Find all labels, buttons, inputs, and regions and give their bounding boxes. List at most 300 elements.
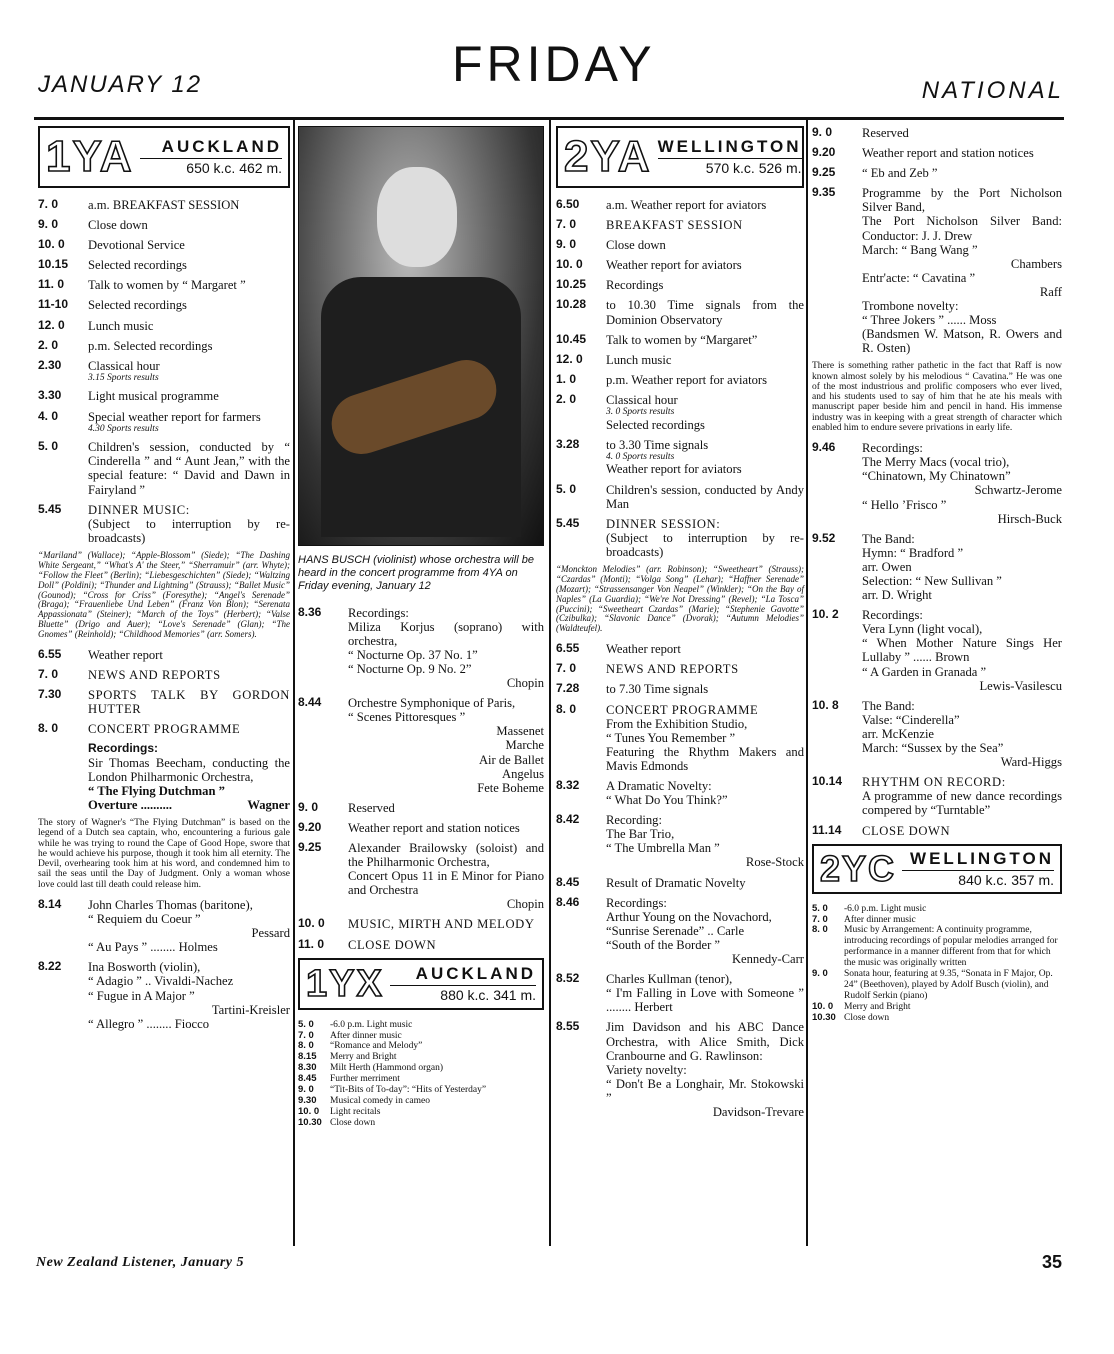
entry-line: “ Don't Be a Longhair, Mr. Stokowski ” — [606, 1076, 804, 1105]
entry-title: RHYTHM ON RECORD: — [862, 775, 1006, 790]
entry-line: “ Tunes You Remember ” — [606, 730, 736, 745]
entry-title: “Tit-Bits of To-day”: “Hits of Yesterday” — [330, 1085, 487, 1096]
entry-title: CLOSE DOWN — [348, 937, 437, 952]
entry-line: Massenet — [496, 724, 544, 739]
station-city: AUCKLAND — [415, 963, 536, 983]
entry-line: Air de Ballet — [478, 752, 544, 767]
entry-title: Close down — [88, 218, 148, 233]
entry-time: 5.45 — [38, 501, 62, 516]
schedule-entry — [812, 1002, 1062, 1013]
entry-line: Entr'acte: “ Cavatina ” — [862, 270, 976, 285]
date-heading: JANUARY 12 — [38, 71, 203, 98]
schedule-entry — [38, 198, 290, 212]
entry-line: Rose-Stock — [745, 855, 804, 870]
schedule-entry — [556, 298, 804, 326]
entry-time: 7.28 — [556, 681, 580, 696]
entry-title: Lunch music — [88, 318, 154, 333]
entry-line: Variety novelty: — [606, 1062, 687, 1077]
entry-note: 4. 0 Sports results — [606, 451, 675, 462]
entry-time: 11. 0 — [298, 936, 325, 951]
station-logo-2ya — [556, 126, 804, 188]
entry-time: 8.52 — [556, 971, 580, 986]
schedule-entry — [38, 359, 290, 384]
entry-time: 8.46 — [556, 894, 580, 909]
entry-time: 9. 0 — [298, 1084, 314, 1096]
station-frequency: 570 k.c. 526 m. — [658, 158, 802, 177]
entry-time: 9.20 — [298, 819, 322, 834]
entry-time: 5.45 — [556, 515, 580, 530]
concert-composer: Wagner — [247, 798, 290, 813]
entry-time: 7. 0 — [38, 197, 59, 211]
entry-time: 10.28 — [556, 297, 587, 312]
schedule-entry — [38, 688, 290, 716]
entry-line: March: “ Bang Wang ” — [862, 242, 978, 257]
entry-title: The Band: — [862, 698, 915, 713]
entry-time: 10.30 — [812, 1011, 836, 1023]
section-heading: NATIONAL — [921, 77, 1064, 104]
schedule-entry — [298, 841, 544, 911]
entry-title: to 10.30 Time signals from the Dominion Observatory — [606, 298, 804, 327]
flying-dutchman-note: The story of Wagner's “The Flying Dutchman” is based on the legend of a Dutch sea captain, who, encountering a furious gale while he was trying to round the Cape of Good Hope, swore that he would achieve his purpose, though it took him all eternity. The Devil, overhearing took him at his word, and condemned him to sail the seas until the Day of Judgment. Only a woman whose love could last till death could release him. — [38, 818, 290, 890]
schedule-entry — [556, 278, 804, 292]
entry-line: arr. D. Wright — [862, 588, 932, 603]
entry-title: Reserved — [348, 800, 395, 815]
entry-title: Close down — [844, 1012, 890, 1023]
entry-line: “ Allegro ” ........ Fiocco — [88, 1016, 210, 1031]
entry-line: Kennedy-Carr — [731, 952, 804, 967]
portrait-photo — [298, 126, 544, 546]
entry-time: 10. 0 — [812, 1000, 834, 1012]
entry-time: 8.22 — [38, 959, 62, 974]
entry-title: NEWS AND REPORTS — [88, 668, 221, 683]
entry-subtitle: (Subject to interruption by re-broadcasts) — [88, 516, 290, 545]
entry-line: Chopin — [506, 676, 544, 691]
schedule-entry — [298, 1063, 544, 1074]
schedule-entry — [298, 1052, 544, 1063]
concert-text: Sir Thomas Beecham, conducting the London Philharmonic Orchestra, — [88, 755, 290, 784]
page-number: 35 — [1041, 1252, 1062, 1272]
callsign: 2YC — [820, 847, 897, 889]
callsign: 1YA — [46, 132, 134, 181]
entry-time: 2. 0 — [38, 337, 59, 352]
entry-time: 8. 0 — [298, 1040, 314, 1052]
schedule-entry — [38, 668, 290, 682]
entry-time: 8. 0 — [38, 721, 59, 736]
schedule-entry — [812, 126, 1062, 140]
schedule-entry — [812, 146, 1062, 160]
station-logo-2yc — [812, 844, 1062, 894]
entry-line: “ Adagio ” .. Vivaldi-Nachez — [88, 974, 234, 989]
entry-time: 9.25 — [812, 165, 836, 180]
entry-title: Light musical programme — [88, 389, 219, 404]
entry-time: 2.30 — [38, 357, 62, 372]
schedule-entry — [38, 648, 290, 662]
entry-time: 1. 0 — [556, 371, 577, 386]
entry-title: Close down — [330, 1117, 376, 1128]
entry-time: 9. 0 — [298, 799, 319, 814]
schedule-entry — [298, 606, 544, 691]
entry-title: Charles Kullman (tenor), — [606, 972, 733, 987]
entry-time: 5. 0 — [38, 439, 59, 454]
schedule-entry — [556, 972, 804, 1014]
entry-title: p.m. Weather report for aviators — [606, 372, 768, 387]
concert-details — [38, 742, 290, 812]
entry-title: Recording: — [606, 813, 662, 828]
entry-title: a.m. Weather report for aviators — [606, 198, 767, 212]
entry-title: Result of Dramatic Novelty — [606, 875, 746, 890]
schedule-entry — [556, 238, 804, 252]
schedule-entry — [812, 441, 1062, 526]
entry-time: 11.14 — [812, 822, 842, 837]
entry-time: 7. 0 — [38, 667, 59, 682]
entry-note: 3.15 Sports results — [88, 372, 159, 383]
entry-line: “Sunrise Serenade” .. Carle — [606, 923, 745, 938]
entry-title: CONCERT PROGRAMME — [606, 702, 759, 717]
schedule-entry — [812, 904, 1062, 915]
schedule-entry — [298, 1085, 544, 1096]
callsign: 1YX — [306, 962, 384, 1005]
concert-head: Recordings: — [88, 741, 159, 756]
entry-title: Orchestre Symphonique of Paris, — [348, 696, 516, 711]
entry-title: Talk to women by “ Margaret ” — [88, 278, 246, 293]
entry-line: (Bandsmen W. Matson, R. Owers and R. Osten) — [862, 327, 1062, 356]
entry-time: 8.36 — [298, 604, 322, 619]
entry-time: 5. 0 — [298, 1018, 314, 1030]
schedule-entry — [298, 821, 544, 835]
schedule-entry — [38, 218, 290, 232]
entry-line: Raff — [1039, 284, 1062, 299]
entry-line: “ A Garden in Granada ” — [862, 664, 987, 679]
entry-time: 5. 0 — [556, 481, 577, 496]
entry-title: Children's session, conducted by Andy Man — [606, 482, 804, 511]
entry-title: Selected recordings — [88, 298, 187, 313]
entry-line: Marche — [505, 738, 544, 753]
entry-time: 8.30 — [298, 1062, 317, 1074]
entry-line: “ Hello ’Frisco ” — [862, 497, 947, 512]
schedule-entry — [812, 186, 1062, 355]
schedule-entry — [298, 801, 544, 815]
schedule-entry — [38, 898, 290, 954]
entry-title: Weather report — [88, 647, 163, 662]
entry-line: Chambers — [1010, 256, 1062, 271]
schedule-entry — [298, 1118, 544, 1129]
entry-title: Music by Arrangement: A continuity programme, introducing recordings of popular melodies arranged for performance in a manner different from that for which the music was originally written — [844, 925, 1058, 969]
entry-title: “Romance and Melody” — [330, 1041, 423, 1052]
entry-time: 12. 0 — [556, 351, 583, 366]
entry-time: 8.42 — [556, 812, 580, 827]
entry-line: arr. Owen — [862, 559, 912, 574]
entry-time: 10. 2 — [812, 607, 839, 622]
schedule-entry — [812, 915, 1062, 926]
entry-line: “ Nocturne Op. 37 No. 1” — [348, 647, 478, 662]
entry-title: A Dramatic Novelty: — [606, 779, 712, 794]
entry-time: 8.15 — [298, 1051, 317, 1063]
entry-title: Merry and Bright — [330, 1052, 397, 1063]
schedule-entry — [38, 410, 290, 435]
schedule-entry — [38, 722, 290, 736]
entry-line: Hirsch-Buck — [997, 511, 1062, 526]
schedule-entry — [812, 925, 1062, 969]
station-frequency: 840 k.c. 357 m. — [902, 870, 1054, 889]
entry-time: 9.52 — [812, 530, 836, 545]
schedule-entry — [298, 917, 544, 931]
entry-time: 10. 0 — [298, 916, 325, 931]
entry-title: Classical hour — [88, 358, 160, 373]
entry-line: The Merry Macs (vocal trio), — [862, 455, 1010, 470]
column-2ya-continued — [812, 126, 1062, 1024]
entry-time: 9.20 — [812, 145, 836, 160]
entry-time: 3.30 — [38, 388, 62, 403]
entry-time: 3.28 — [556, 436, 580, 451]
schedule-entry — [38, 339, 290, 353]
schedule-entry — [556, 813, 804, 869]
entry-title: p.m. Selected recordings — [88, 338, 213, 353]
entry-title: After dinner music — [330, 1030, 402, 1041]
entry-time: 2. 0 — [556, 391, 577, 406]
entry-time: 9. 0 — [38, 217, 59, 232]
entry-line: “ Requiem du Coeur ” — [88, 912, 201, 927]
entry-time: 9.46 — [812, 440, 836, 455]
schedule-entry — [38, 960, 290, 1030]
station-city: WELLINGTON — [910, 848, 1054, 868]
column-rule — [549, 120, 551, 1246]
entry-title: -6.0 p.m. Light music — [330, 1019, 413, 1030]
entry-time: 7.30 — [38, 687, 62, 702]
entry-title: Reserved — [862, 126, 909, 140]
schedule-entry — [556, 517, 804, 559]
day-heading: FRIDAY — [452, 36, 656, 92]
entry-title: Recordings — [606, 278, 664, 293]
schedule-entry — [298, 1031, 544, 1042]
entry-title: Recordings: — [348, 605, 409, 620]
entry-title: DINNER SESSION: — [606, 516, 721, 531]
entry-subtitle: Selected recordings — [606, 417, 705, 432]
entry-title: Further merriment — [330, 1074, 400, 1085]
entry-line: Pessard — [251, 926, 290, 941]
entry-line: Trombone novelty: — [862, 299, 959, 314]
entry-time: 9. 0 — [556, 237, 577, 252]
entry-title: Recordings: — [862, 441, 923, 456]
entry-title: Weather report — [606, 642, 681, 657]
entry-title: Close down — [606, 238, 666, 253]
schedule-entry — [556, 353, 804, 367]
schedule-entry — [556, 483, 804, 511]
column-rule — [806, 120, 808, 1246]
entry-title: Light recitals — [330, 1107, 381, 1117]
entry-time: 8.45 — [298, 1073, 317, 1085]
entry-time: 6.55 — [556, 641, 580, 656]
schedule-entry — [298, 1041, 544, 1052]
entry-title: Programme by the Port Nicholson Silver Band, — [862, 186, 1062, 215]
schedule-entry — [38, 389, 290, 403]
entry-title: to 3.30 Time signals — [606, 437, 709, 452]
entry-title: Musical comedy in cameo — [330, 1096, 430, 1107]
entry-title: Recordings: — [606, 895, 667, 910]
entry-line: “South of the Border ” — [606, 937, 721, 952]
entry-title: a.m. BREAKFAST SESSION — [88, 198, 240, 212]
entry-line: From the Exhibition Studio, — [606, 716, 748, 731]
entry-title: Children's session, conducted by “ Cinderella ” and “ Aunt Jean,” with the special feature: “ David and Dawn in Fairyland ” — [88, 440, 290, 497]
column-middle — [298, 126, 544, 1129]
entry-line: Schwartz-Jerome — [974, 483, 1062, 498]
entry-line: arr. McKenzie — [862, 726, 935, 741]
entry-line: Featuring the Rhythm Makers and Mavis Edmonds — [606, 744, 804, 773]
entry-note: 3. 0 Sports results — [606, 407, 675, 418]
entry-title: CONCERT PROGRAMME — [88, 722, 241, 737]
schedule-entry — [812, 532, 1062, 602]
entry-time: 7. 0 — [812, 913, 828, 925]
column-1yA — [38, 126, 290, 1037]
schedule-entry — [556, 642, 804, 656]
entry-title: SPORTS TALK BY GORDON HUTTER — [88, 688, 290, 717]
entry-line: “ Scenes Pittoresques ” — [348, 710, 466, 725]
schedule-entry — [812, 824, 1062, 838]
entry-time: 8.55 — [556, 1019, 580, 1034]
entry-time: 4. 0 — [38, 408, 59, 423]
entry-line: “ When Mother Nature Sings Her Lullaby ” ...... Brown — [862, 636, 1062, 665]
entry-time: 10. 0 — [556, 257, 583, 272]
schedule-entry — [556, 393, 804, 432]
entry-line: Chopin — [506, 897, 544, 912]
entry-time: 7. 0 — [556, 661, 577, 676]
entry-line: March: “Sussex by the Sea” — [862, 741, 1004, 756]
entry-line: Valse: “Cinderella” — [862, 712, 960, 727]
schedule-entry — [556, 373, 804, 387]
entry-line: Miliza Korjus (soprano) with orchestra, — [348, 619, 544, 648]
entry-time: 10.15 — [38, 257, 69, 272]
schedule-entry — [298, 696, 544, 795]
entry-title: to 7.30 Time signals — [606, 682, 709, 697]
schedule-entry — [38, 440, 290, 496]
entry-line: Lewis-Vasilescu — [979, 678, 1062, 693]
entry-time: 10. 0 — [298, 1106, 320, 1117]
schedule-entry — [38, 258, 290, 272]
schedule-entry — [812, 1013, 1062, 1024]
entry-title: Alexander Brailowsky (soloist) and the Philharmonic Orchestra, — [348, 840, 544, 870]
entry-time: 9.35 — [812, 185, 836, 200]
schedule-entry — [38, 278, 290, 292]
entry-time: 12. 0 — [38, 317, 65, 332]
entry-line: “ The Umbrella Man ” — [606, 841, 720, 856]
schedule-entry — [812, 699, 1062, 769]
callsign: 2YA — [564, 132, 652, 181]
entry-title: Weather report for aviators — [606, 258, 742, 273]
entry-line: “ Nocturne Op. 9 No. 2” — [348, 661, 472, 676]
entry-time: 8. 0 — [556, 701, 577, 716]
entry-title: Talk to women by “Margaret” — [606, 332, 758, 347]
entry-time: 10.45 — [556, 331, 587, 346]
entry-title: “ Eb and Zeb ” — [862, 166, 938, 181]
entry-title: Selected recordings — [88, 258, 187, 273]
entry-title: Jim Davidson and his ABC Dance Orchestra, with Alice Smith, Dick Cranbourne and G. Rawlinson: — [606, 1020, 804, 1063]
entry-line: Concert Opus 11 in E Minor for Piano and Orchestra — [348, 869, 544, 898]
schedule-entry — [556, 1020, 804, 1119]
station-logo-1ya — [38, 126, 290, 188]
entry-time: 10.14 — [812, 774, 843, 789]
entry-title: Special weather report for farmers — [88, 409, 261, 424]
entry-title: Weather report and station notices — [348, 820, 520, 835]
entry-title: The Band: — [862, 531, 915, 546]
schedule-entry — [556, 896, 804, 966]
entry-time: 8.14 — [38, 896, 62, 911]
schedule-entry — [298, 1107, 544, 1118]
entry-line: “Chinatown, My Chinatown” — [862, 469, 1011, 484]
entry-time: 11. 0 — [38, 277, 65, 292]
dinner-session-list: “Monckton Melodies” (arr. Robinson); “Sweetheart” (Strauss); “Czardas” (Monti); “Volga Song” (Lehar); “Haffner Serenade” (Mozart); “Strassensanger Von Neapel” (Winkler); “On the Bay of Naples” (La Guardia); “We're Not Dressing” (Revel); “La Tosca” (Puccini); “Sweetheart Czardas” (Marie); “Stephenie Gavotte” (Czibulka); “Slavonic Dance” (Dvorak); “Autumn Melodies” (Waldteufel). — [556, 564, 804, 634]
schedule-entry — [556, 779, 804, 807]
schedule-entry — [298, 1020, 544, 1031]
schedule-entry — [556, 258, 804, 272]
schedule-entry — [298, 1096, 544, 1107]
schedule-entry — [298, 1074, 544, 1085]
entry-subtitle: Weather report for aviators — [606, 462, 742, 477]
entry-time: 5. 0 — [812, 902, 828, 914]
entry-line: Selection: “ New Sullivan ” — [862, 574, 1002, 588]
photo-caption: HANS BUSCH (violinist) whose orchestra will be heard in the concert programme from 4YA on Friday evening, January 12 — [298, 554, 534, 593]
entry-title: Recordings: — [862, 608, 923, 623]
schedule-entry — [556, 662, 804, 676]
schedule-entry — [38, 298, 290, 312]
raff-note: There is something rather pathetic in the fact that Raff is now known almost solely by his melodious “ Cavatina.” He was one of the most industrious and prolific composers who ever lived, and his students used to say of him that he ate his meals with manuscript paper beside him and pencil in hand. His immense industry was in keeping with a great strength of character which enabled him to endure severe privations in early life. — [812, 361, 1062, 433]
entry-line: Angelus — [502, 766, 544, 781]
schedule-entry — [812, 969, 1062, 1002]
entry-time: 9.30 — [298, 1095, 317, 1107]
entry-time: 11-10 — [38, 297, 69, 312]
schedule-entry — [556, 438, 804, 477]
entry-title: MUSIC, MIRTH AND MELODY — [348, 917, 535, 932]
entry-line: “ Fugue in A Major ” — [88, 988, 195, 1003]
schedule-entry — [556, 876, 804, 890]
schedule-entry — [556, 198, 804, 212]
entry-line: Davidson-Trevare — [712, 1104, 804, 1119]
footer-publication: New Zealand Listener, January 5 — [36, 1255, 245, 1270]
entry-time: 7. 0 — [556, 217, 577, 232]
entry-line: Fete Boheme — [477, 780, 544, 795]
entry-title: Merry and Bright — [844, 1001, 911, 1012]
schedule-entry — [556, 682, 804, 696]
entry-title: Devotional Service — [88, 238, 185, 253]
schedule-entry — [812, 166, 1062, 180]
concert-work: “ The Flying Dutchman ” — [88, 784, 225, 799]
entry-line: “ Three Jokers ” ...... Moss — [862, 313, 997, 328]
entry-title: -6.0 p.m. Light music — [844, 903, 927, 914]
entry-time: 8.45 — [556, 874, 580, 889]
entry-note: 4.30 Sports results — [88, 423, 159, 434]
entry-title: Classical hour — [606, 392, 678, 407]
column-rule — [293, 120, 295, 1246]
entry-subtitle: (Subject to interruption by re-broadcasts) — [606, 530, 804, 559]
entry-title: Lunch music — [606, 352, 672, 367]
schedule-entry — [38, 503, 290, 545]
entry-line: “ What Do You Think?” — [606, 793, 728, 808]
schedule-entry — [556, 333, 804, 347]
entry-time: 10.25 — [556, 277, 587, 292]
entry-title: After dinner music — [844, 914, 916, 925]
entry-time: 6.50 — [556, 197, 580, 211]
entry-time: 8.44 — [298, 695, 322, 710]
entry-line: Hymn: “ Bradford ” — [862, 545, 964, 560]
entry-title: John Charles Thomas (baritone), — [88, 897, 253, 912]
entry-title: Weather report and station notices — [862, 146, 1034, 161]
station-city: AUCKLAND — [161, 137, 282, 157]
entry-time: 10. 0 — [38, 237, 65, 252]
entry-title: Milt Herth (Hammond organ) — [330, 1063, 444, 1074]
schedule-entry — [556, 703, 804, 773]
entry-time: 7. 0 — [298, 1029, 314, 1041]
station-frequency: 650 k.c. 462 m. — [140, 158, 282, 177]
entry-line: Vera Lynn (light vocal), — [862, 622, 983, 637]
station-frequency: 880 k.c. 341 m. — [390, 985, 536, 1004]
